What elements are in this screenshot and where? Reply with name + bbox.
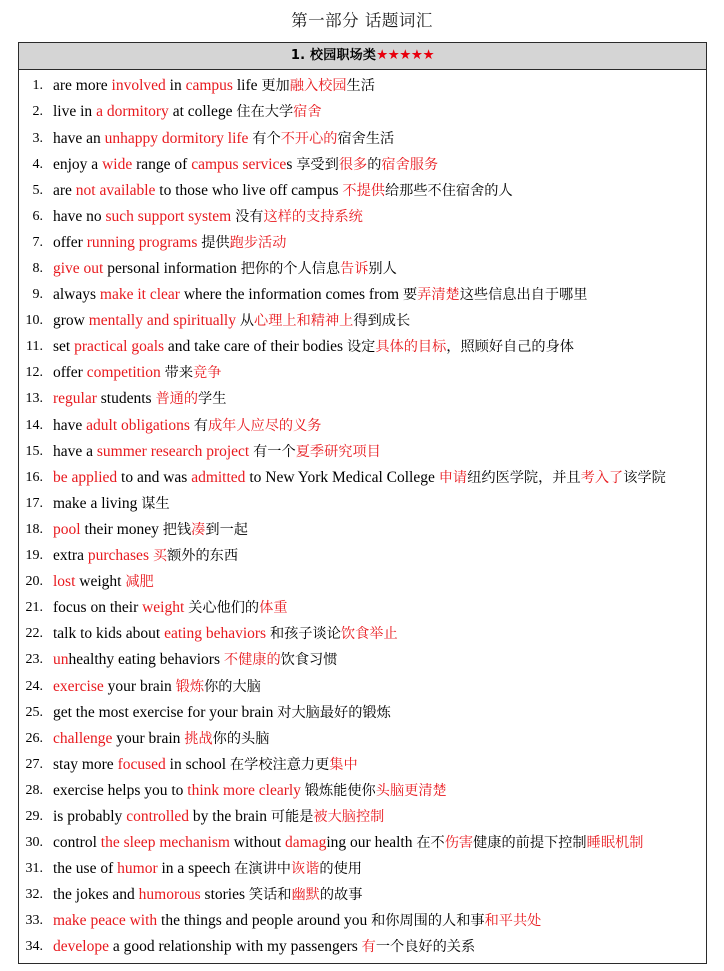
highlighted-text: 弄清楚 bbox=[417, 287, 460, 304]
plain-text: 的使用 bbox=[319, 861, 362, 878]
highlighted-text: 幽默 bbox=[291, 887, 320, 904]
plain-text: is probably bbox=[53, 807, 127, 825]
vocabulary-row bbox=[19, 465, 706, 491]
highlighted-text: 不提供 bbox=[342, 182, 385, 199]
highlighted-text: think more clearly bbox=[187, 781, 301, 799]
highlighted-text: involved bbox=[111, 77, 166, 95]
row-text bbox=[53, 73, 700, 99]
plain-text: 得到成长 bbox=[353, 313, 411, 330]
vocabulary-row bbox=[19, 908, 706, 934]
vocabulary-row bbox=[19, 439, 706, 465]
highlighted-text: admitted bbox=[191, 468, 246, 486]
plain-text: in school bbox=[165, 755, 230, 773]
entry-list bbox=[19, 70, 706, 962]
vocabulary-row bbox=[19, 126, 706, 152]
highlighted-text: running programs bbox=[86, 233, 198, 251]
row-number: 26. bbox=[25, 730, 43, 746]
plain-text: healthy eating behaviors bbox=[68, 651, 224, 669]
row-number: 23. bbox=[25, 652, 43, 668]
plain-text: 的 bbox=[367, 156, 382, 173]
vocabulary-row bbox=[19, 152, 706, 178]
plain-text: 和孩子谈论 bbox=[269, 626, 341, 643]
highlighted-text: un bbox=[53, 651, 69, 669]
row-number: 12. bbox=[25, 365, 43, 381]
plain-text: 在学校注意力更 bbox=[229, 756, 330, 773]
plain-text: 享受到 bbox=[296, 156, 339, 173]
plain-text: 关心他们的 bbox=[188, 600, 260, 617]
vocabulary-row bbox=[19, 778, 706, 804]
plain-text: in a speech bbox=[157, 860, 235, 878]
plain-text: 的故事 bbox=[319, 887, 363, 904]
vocabulary-row bbox=[19, 308, 706, 334]
plain-text: 设定 bbox=[346, 339, 376, 356]
highlighted-text: make it clear bbox=[99, 286, 180, 304]
highlighted-text: pool bbox=[53, 520, 81, 538]
row-text bbox=[53, 830, 700, 856]
row-text bbox=[53, 178, 700, 204]
row-text bbox=[53, 569, 700, 595]
plain-text: 从 bbox=[239, 313, 255, 330]
highlighted-text: 融入校园 bbox=[289, 78, 347, 95]
plain-text: offer bbox=[53, 233, 87, 251]
rating-stars: ★★★★★ bbox=[376, 47, 435, 64]
row-text bbox=[53, 413, 700, 439]
row-text bbox=[53, 700, 700, 726]
plain-text: 纽约医学院，并且 bbox=[467, 469, 581, 486]
plain-text: in bbox=[165, 77, 186, 95]
row-number: 2. bbox=[32, 104, 43, 120]
plain-text: have an bbox=[53, 129, 105, 147]
plain-text: and take care of their bodies bbox=[164, 338, 347, 356]
highlighted-text: 挑战 bbox=[184, 730, 213, 747]
row-number: 33. bbox=[25, 913, 43, 929]
plain-text: your brain bbox=[103, 677, 176, 695]
plain-text: without bbox=[229, 834, 286, 852]
plain-text: weight bbox=[75, 573, 126, 591]
plain-text: a good relationship with my passengers bbox=[108, 938, 362, 956]
highlighted-text: not available bbox=[75, 181, 156, 199]
row-number: 16. bbox=[25, 469, 43, 485]
row-number: 6. bbox=[32, 208, 43, 224]
row-number: 27. bbox=[25, 756, 43, 772]
plain-text: 宿舍生活 bbox=[337, 130, 395, 147]
plain-text: get the most exercise for your brain bbox=[53, 703, 278, 721]
plain-text: to and was bbox=[117, 468, 192, 486]
plain-text: 生活 bbox=[346, 78, 375, 95]
highlighted-text: 头脑更清楚 bbox=[375, 782, 447, 799]
vocabulary-row bbox=[19, 282, 706, 308]
highlighted-text: 很多 bbox=[338, 156, 368, 173]
highlighted-text: 不健康的 bbox=[223, 652, 281, 669]
plain-text: 学生 bbox=[198, 391, 227, 408]
row-text bbox=[53, 543, 700, 569]
highlighted-text: 被大脑 bbox=[313, 808, 356, 825]
plain-text: extra bbox=[53, 547, 88, 565]
plain-text: 饮食习惯 bbox=[280, 652, 338, 669]
plain-text: offer bbox=[53, 364, 87, 382]
vocabulary-row bbox=[19, 647, 706, 673]
highlighted-text: practical goals bbox=[74, 338, 165, 356]
highlighted-text: humor bbox=[117, 860, 158, 878]
vocabulary-row bbox=[19, 726, 706, 752]
highlighted-text: campus bbox=[185, 77, 233, 95]
plain-text: focus on their bbox=[53, 599, 143, 617]
row-text bbox=[53, 752, 700, 778]
row-text bbox=[53, 804, 700, 830]
vocabulary-row bbox=[19, 830, 706, 856]
plain-text: 在演讲中 bbox=[234, 861, 291, 878]
row-text bbox=[53, 595, 700, 621]
plain-text: ing our health bbox=[326, 834, 417, 852]
row-number: 7. bbox=[32, 234, 43, 250]
highlighted-text: purchases bbox=[87, 547, 149, 565]
highlighted-text: the sleep mechanism bbox=[100, 834, 230, 852]
row-text bbox=[53, 204, 700, 230]
highlighted-text: 申请 bbox=[438, 469, 468, 486]
plain-text: grow bbox=[53, 312, 89, 330]
vocabulary-row bbox=[19, 752, 706, 778]
vocabulary-row bbox=[19, 256, 706, 282]
plain-text: 有 bbox=[193, 417, 208, 434]
plain-text: control bbox=[53, 834, 101, 852]
vocabulary-row bbox=[19, 491, 706, 517]
plain-text: range of bbox=[132, 155, 192, 173]
vocabulary-row bbox=[19, 360, 706, 386]
row-number: 32. bbox=[25, 887, 43, 903]
row-text bbox=[53, 778, 700, 804]
plain-text: set bbox=[53, 338, 75, 356]
vocabulary-row bbox=[19, 595, 706, 621]
row-number: 14. bbox=[25, 417, 43, 433]
plain-text: by the brain bbox=[189, 807, 271, 825]
page-title: 第一部分 话题词汇 bbox=[291, 11, 433, 30]
row-text bbox=[53, 856, 700, 882]
plain-text: s bbox=[286, 155, 297, 173]
vocabulary-row bbox=[19, 334, 706, 360]
row-text bbox=[53, 152, 700, 178]
row-text bbox=[53, 726, 700, 752]
row-text bbox=[53, 439, 700, 465]
plain-text: stories bbox=[200, 886, 249, 904]
row-text bbox=[53, 282, 700, 308]
highlighted-text: exercise bbox=[53, 677, 104, 695]
row-number: 28. bbox=[25, 782, 43, 798]
row-text bbox=[53, 647, 700, 673]
highlighted-text: unhappy dormitory life bbox=[104, 129, 249, 147]
highlighted-text: competition bbox=[86, 364, 161, 382]
highlighted-text: 考入了 bbox=[580, 469, 624, 486]
row-text bbox=[53, 934, 700, 960]
plain-text: always bbox=[53, 286, 100, 304]
vocabulary-row bbox=[19, 99, 706, 125]
plain-text: 和你周围的人和事 bbox=[371, 913, 485, 930]
vocabulary-row bbox=[19, 204, 706, 230]
plain-text: exercise helps you to bbox=[53, 781, 188, 799]
plain-text: life bbox=[232, 77, 262, 95]
section-number: 1. bbox=[290, 48, 306, 64]
row-number: 21. bbox=[25, 600, 43, 616]
row-text bbox=[53, 621, 700, 647]
plain-text: 健康的前提下控制 bbox=[473, 835, 587, 852]
highlighted-text: 诙谐 bbox=[290, 861, 320, 878]
row-text bbox=[53, 256, 700, 282]
highlighted-text: humorous bbox=[138, 886, 201, 904]
highlighted-text: 跑步活动 bbox=[229, 234, 287, 251]
highlighted-text: give out bbox=[53, 260, 104, 277]
plain-text: 额外的东西 bbox=[167, 548, 239, 565]
plain-text: 更加 bbox=[261, 78, 290, 95]
plain-text: the jokes and bbox=[53, 886, 139, 904]
plain-text: 笑话和 bbox=[248, 887, 292, 904]
row-number: 3. bbox=[32, 130, 43, 146]
row-text bbox=[53, 908, 700, 934]
row-number: 30. bbox=[25, 835, 43, 851]
highlighted-text: develope bbox=[53, 938, 109, 956]
plain-text: 一个良好的关系 bbox=[375, 939, 476, 956]
vocabulary-row bbox=[19, 543, 706, 569]
highlighted-text: 减肥 bbox=[125, 574, 154, 591]
row-number: 11. bbox=[26, 339, 43, 355]
plain-text: stay more bbox=[53, 755, 118, 773]
highlighted-text: 买 bbox=[152, 548, 168, 565]
highlighted-text: 有 bbox=[361, 939, 376, 956]
highlighted-text: 这样的支持系统 bbox=[263, 208, 363, 225]
row-text bbox=[53, 386, 700, 412]
highlighted-text: lost bbox=[53, 573, 76, 591]
plain-text: 对大脑最好的锻炼 bbox=[277, 704, 391, 721]
plain-text: 该学院 bbox=[623, 469, 666, 486]
row-number: 10. bbox=[25, 313, 43, 329]
vocabulary-row bbox=[19, 856, 706, 882]
plain-text: 要 bbox=[402, 287, 418, 304]
row-text bbox=[53, 465, 700, 491]
plain-text: 有一个 bbox=[253, 443, 296, 460]
highlighted-text: regular bbox=[53, 390, 97, 408]
row-text bbox=[53, 360, 700, 386]
row-number: 31. bbox=[25, 861, 43, 877]
vocabulary-row bbox=[19, 178, 706, 204]
highlighted-text: such support system bbox=[105, 207, 232, 225]
highlighted-text: 不开心的 bbox=[280, 130, 338, 147]
vocabulary-row bbox=[19, 934, 706, 960]
row-text bbox=[53, 491, 700, 517]
highlighted-text: 饮食举止 bbox=[340, 626, 398, 643]
plain-text: are more bbox=[53, 77, 112, 95]
highlighted-text: 宿舍 bbox=[293, 104, 322, 121]
row-text bbox=[53, 126, 700, 152]
plain-text: their money bbox=[80, 520, 163, 538]
vocabulary-row bbox=[19, 386, 706, 412]
highlighted-text: 宿舍服务 bbox=[381, 156, 439, 173]
row-number: 18. bbox=[25, 521, 43, 537]
row-number: 34. bbox=[25, 939, 43, 955]
plain-text: 这些信息出自于哪里 bbox=[459, 287, 588, 304]
highlighted-text: 夏季研究项目 bbox=[295, 443, 381, 460]
vocabulary-row bbox=[19, 700, 706, 726]
row-number: 5. bbox=[32, 182, 43, 198]
row-number: 29. bbox=[25, 808, 43, 824]
plain-text: 你的大脑 bbox=[204, 678, 261, 695]
highlighted-text: 普通的 bbox=[155, 391, 199, 408]
row-text bbox=[53, 882, 700, 908]
plain-text: 谋生 bbox=[141, 495, 170, 512]
row-text bbox=[53, 674, 700, 700]
plain-text: 没有 bbox=[235, 208, 264, 225]
plain-text: 有个 bbox=[252, 130, 281, 147]
section-header bbox=[19, 43, 706, 70]
highlighted-text: weight bbox=[142, 599, 185, 617]
highlighted-text: challenge bbox=[53, 729, 113, 747]
row-number: 25. bbox=[25, 704, 43, 720]
plain-text: 把你的个人信息 bbox=[240, 261, 341, 277]
row-number: 17. bbox=[25, 495, 43, 511]
plain-text: 你的头脑 bbox=[212, 730, 270, 747]
vocabulary-row bbox=[19, 230, 706, 256]
vocabulary-row bbox=[19, 569, 706, 595]
plain-text: students bbox=[96, 390, 156, 408]
row-number: 15. bbox=[25, 443, 43, 459]
plain-text: your brain bbox=[112, 729, 185, 747]
highlighted-text: a dormitory bbox=[96, 103, 169, 121]
highlighted-text: 告诉 bbox=[340, 261, 369, 277]
plain-text: the things and people around you bbox=[157, 912, 372, 930]
row-number: 8. bbox=[32, 261, 43, 276]
plain-text: 提供 bbox=[201, 234, 230, 251]
plain-text: to those who live off campus bbox=[155, 181, 343, 199]
vocabulary-table bbox=[18, 42, 707, 963]
vocabulary-row bbox=[19, 73, 706, 99]
row-text bbox=[53, 308, 700, 334]
highlighted-text: 伤害 bbox=[444, 835, 474, 852]
row-text bbox=[53, 230, 700, 256]
plain-text: talk to kids about bbox=[53, 625, 165, 643]
highlighted-text: 成年人应尽的义务 bbox=[207, 417, 322, 434]
plain-text: the use of bbox=[53, 860, 118, 878]
plain-text: 在不 bbox=[416, 835, 445, 852]
plain-text: 住在大学 bbox=[236, 104, 294, 121]
vocabulary-row bbox=[19, 517, 706, 543]
highlighted-text: 锻炼 bbox=[175, 678, 205, 695]
plain-text: 把钱 bbox=[162, 521, 192, 538]
highlighted-text: campus service bbox=[191, 155, 287, 173]
highlighted-text: 控制 bbox=[355, 808, 385, 825]
plain-text: to New York Medical College bbox=[245, 468, 439, 486]
highlighted-text: damag bbox=[285, 834, 327, 852]
plain-text: ，照顾好自己的身体 bbox=[446, 339, 574, 356]
row-number: 4. bbox=[32, 156, 43, 172]
row-number: 9. bbox=[32, 287, 43, 303]
plain-text: 别人 bbox=[368, 261, 397, 277]
plain-text: have no bbox=[53, 207, 106, 225]
highlighted-text: make peace with bbox=[53, 912, 158, 930]
plain-text: 可能是 bbox=[270, 808, 314, 825]
row-number: 24. bbox=[25, 678, 43, 694]
highlighted-text: 凑 bbox=[191, 521, 206, 538]
vocabulary-row bbox=[19, 674, 706, 700]
highlighted-text: 和平共处 bbox=[484, 913, 542, 930]
row-number: 1. bbox=[32, 78, 43, 94]
vocabulary-row bbox=[19, 413, 706, 439]
highlighted-text: focused bbox=[117, 755, 166, 773]
vocabulary-row bbox=[19, 804, 706, 830]
highlighted-text: adult obligations bbox=[86, 416, 190, 434]
plain-text: personal information bbox=[103, 260, 241, 277]
row-number: 19. bbox=[25, 548, 43, 564]
highlighted-text: be applied bbox=[53, 468, 118, 486]
highlighted-text: summer research project bbox=[96, 442, 250, 460]
plain-text: 带来 bbox=[164, 365, 194, 382]
row-number: 20. bbox=[25, 574, 43, 590]
vocabulary-row bbox=[19, 882, 706, 908]
plain-text: have a bbox=[53, 442, 97, 460]
row-text bbox=[53, 334, 700, 360]
plain-text: are bbox=[53, 181, 76, 199]
row-text bbox=[53, 99, 700, 125]
row-text bbox=[53, 517, 700, 543]
plain-text: at college bbox=[168, 103, 237, 121]
highlighted-text: mentally and spiritually bbox=[88, 312, 236, 330]
plain-text: have bbox=[53, 416, 87, 434]
row-number: 22. bbox=[25, 626, 43, 642]
highlighted-text: 竞争 bbox=[193, 365, 222, 382]
highlighted-text: 集中 bbox=[329, 756, 358, 773]
vocabulary-row bbox=[19, 621, 706, 647]
plain-text: enjoy a bbox=[53, 155, 103, 173]
plain-text: where the information comes from bbox=[179, 286, 403, 304]
plain-text: 到一起 bbox=[205, 521, 248, 538]
highlighted-text: wide bbox=[102, 155, 133, 173]
highlighted-text: 睡眠机制 bbox=[586, 835, 644, 852]
row-number: 13. bbox=[25, 391, 43, 407]
highlighted-text: controlled bbox=[126, 807, 190, 825]
plain-text: 给那些不住宿舍的人 bbox=[384, 182, 513, 199]
plain-text: 锻炼能使你 bbox=[304, 782, 376, 799]
highlighted-text: 体重 bbox=[259, 600, 288, 617]
plain-text: make a living bbox=[53, 494, 142, 512]
highlighted-text: 心理上和精神上 bbox=[254, 313, 354, 330]
section-name: 校园职场类 bbox=[310, 48, 377, 64]
highlighted-text: 具体的目标 bbox=[375, 339, 447, 356]
highlighted-text: eating behaviors bbox=[164, 625, 267, 643]
plain-text: live in bbox=[53, 103, 97, 121]
